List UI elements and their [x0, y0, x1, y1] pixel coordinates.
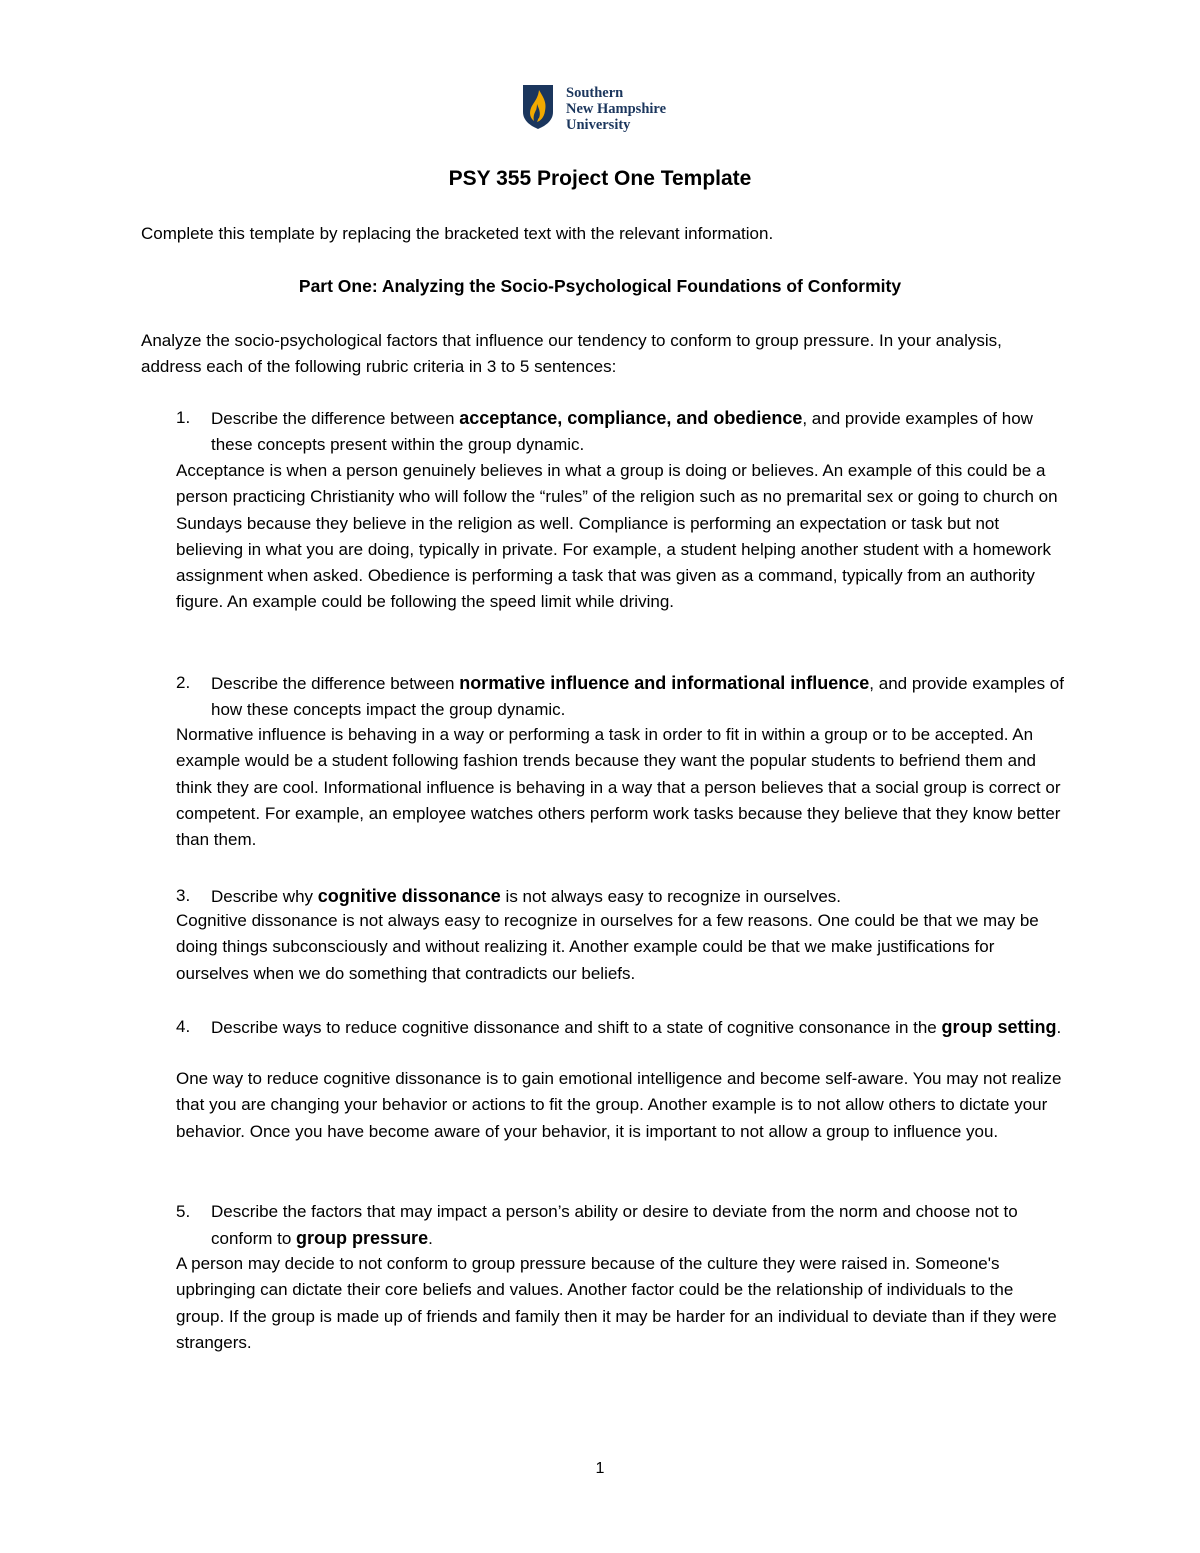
question-text [176, 1199, 1066, 1252]
answer-1: Acceptance is when a person genuinely believes in what a group is doing or believes. An example of this could be a person practicing Christianity who will follow the “rules” of the religion such as no premarital sex or going to church on Sundays because they believe in the religion as well. Compliance is performing an expectation or task but not believing in what you are doing, typically in private. For example, a student helping another student with a homework assignment when asked. Obedience is performing a task that was given as a command, typically from an authority figure. An example could be following the speed limit while driving. [176, 461, 1058, 612]
question-number: 1. [176, 408, 191, 427]
shield-flame-icon [522, 84, 554, 130]
answer-2: Normative influence is behaving in a way or performing a task in order to fit in within a group or to be accepted. An example would be a student following fashion trends because they want the popular students to befriend them and think they are cool. Informational influence is behaving in a way that a person believes that a social group is correct or competent. For example, an employee watches others perform work tasks because they believe that they know better than them. [176, 725, 1061, 850]
question-keyword: cognitive dissonance [317, 886, 501, 906]
question-text [176, 1014, 1066, 1041]
question-prefix: Describe the factors that may impact a person’s ability or desire to deviate from the norm and choose not to conform to [211, 1202, 1018, 1248]
question-prefix: Describe why [211, 887, 318, 906]
answer-3: Cognitive dissonance is not always easy to recognize in ourselves for a few reasons. One could be that we may be doing things subconsciously and without realizing it. Another example could be that we make justifications for ourselves when we do something that contradicts our beliefs. [176, 911, 1039, 983]
question-suffix: , and provide examples of how these concepts present within the group dynamic. [211, 409, 1033, 454]
question-number: 2. [176, 673, 191, 692]
question-keyword: normative influence and informational influence [459, 673, 870, 693]
question-2 [176, 670, 1066, 723]
answer-4: One way to reduce cognitive dissonance is to gain emotional intelligence and become self-aware. You may not realize that you are changing your behavior or actions to fit the group. Another example is to not allow others to dictate your behavior. Once you have become aware of your behavior, it is important to not allow a group to influence you. [176, 1069, 1062, 1141]
question-prefix: Describe ways to reduce cognitive dissonance and shift to a state of cognitive consonance in the [211, 1018, 942, 1037]
question-suffix: . [428, 1229, 433, 1248]
question-5 [176, 1199, 1066, 1252]
question-prefix: Describe the difference between [211, 674, 460, 693]
answer-5: A person may decide to not conform to group pressure because of the culture they were raised in. Someone's upbringing can dictate their core beliefs and values. Another factor could be the relationship of individuals to the group. If the group is made up of friends and family then it may be harder for an individual to deviate than if they were strangers. [176, 1254, 1057, 1352]
question-suffix: is not always easy to recognize in ourselves. [500, 887, 841, 906]
question-keyword: group setting [941, 1017, 1057, 1037]
question-number: 5. [176, 1202, 191, 1221]
question-text [176, 670, 1066, 723]
page-number: 1 [595, 1460, 605, 1477]
question-prefix: Describe the difference between [211, 409, 460, 428]
logo-line-1: Southern [566, 85, 624, 101]
question-4 [176, 1014, 1066, 1041]
question-keyword: acceptance, compliance, and obedience [459, 408, 803, 428]
question-keyword: group pressure [296, 1228, 429, 1248]
question-text [176, 883, 1066, 910]
snhu-logo [522, 84, 666, 133]
question-1 [176, 405, 1066, 458]
question-suffix: , and provide examples of how these concepts impact the group dynamic. [211, 674, 1064, 719]
logo-line-3: University [566, 117, 631, 133]
question-suffix: . [1056, 1018, 1062, 1037]
instructions-text: Complete this template by replacing the bracketed text with the relevant information. [141, 224, 774, 243]
logo-wordmark [566, 85, 666, 133]
intro-paragraph: Analyze the socio-psychological factors that influence our tendency to conform to group pressure. In your analysis, address each of the following rubric criteria in 3 to 5 sentences: [141, 331, 1002, 376]
question-text [176, 405, 1066, 458]
logo-line-2: New Hampshire [566, 101, 667, 117]
question-number: 4. [176, 1017, 191, 1036]
page-title: PSY 355 Project One Template [448, 167, 752, 190]
question-number: 3. [176, 886, 191, 905]
part-heading: Part One: Analyzing the Socio-Psychological Foundations of Conformity [298, 276, 902, 296]
question-3 [176, 883, 1066, 910]
